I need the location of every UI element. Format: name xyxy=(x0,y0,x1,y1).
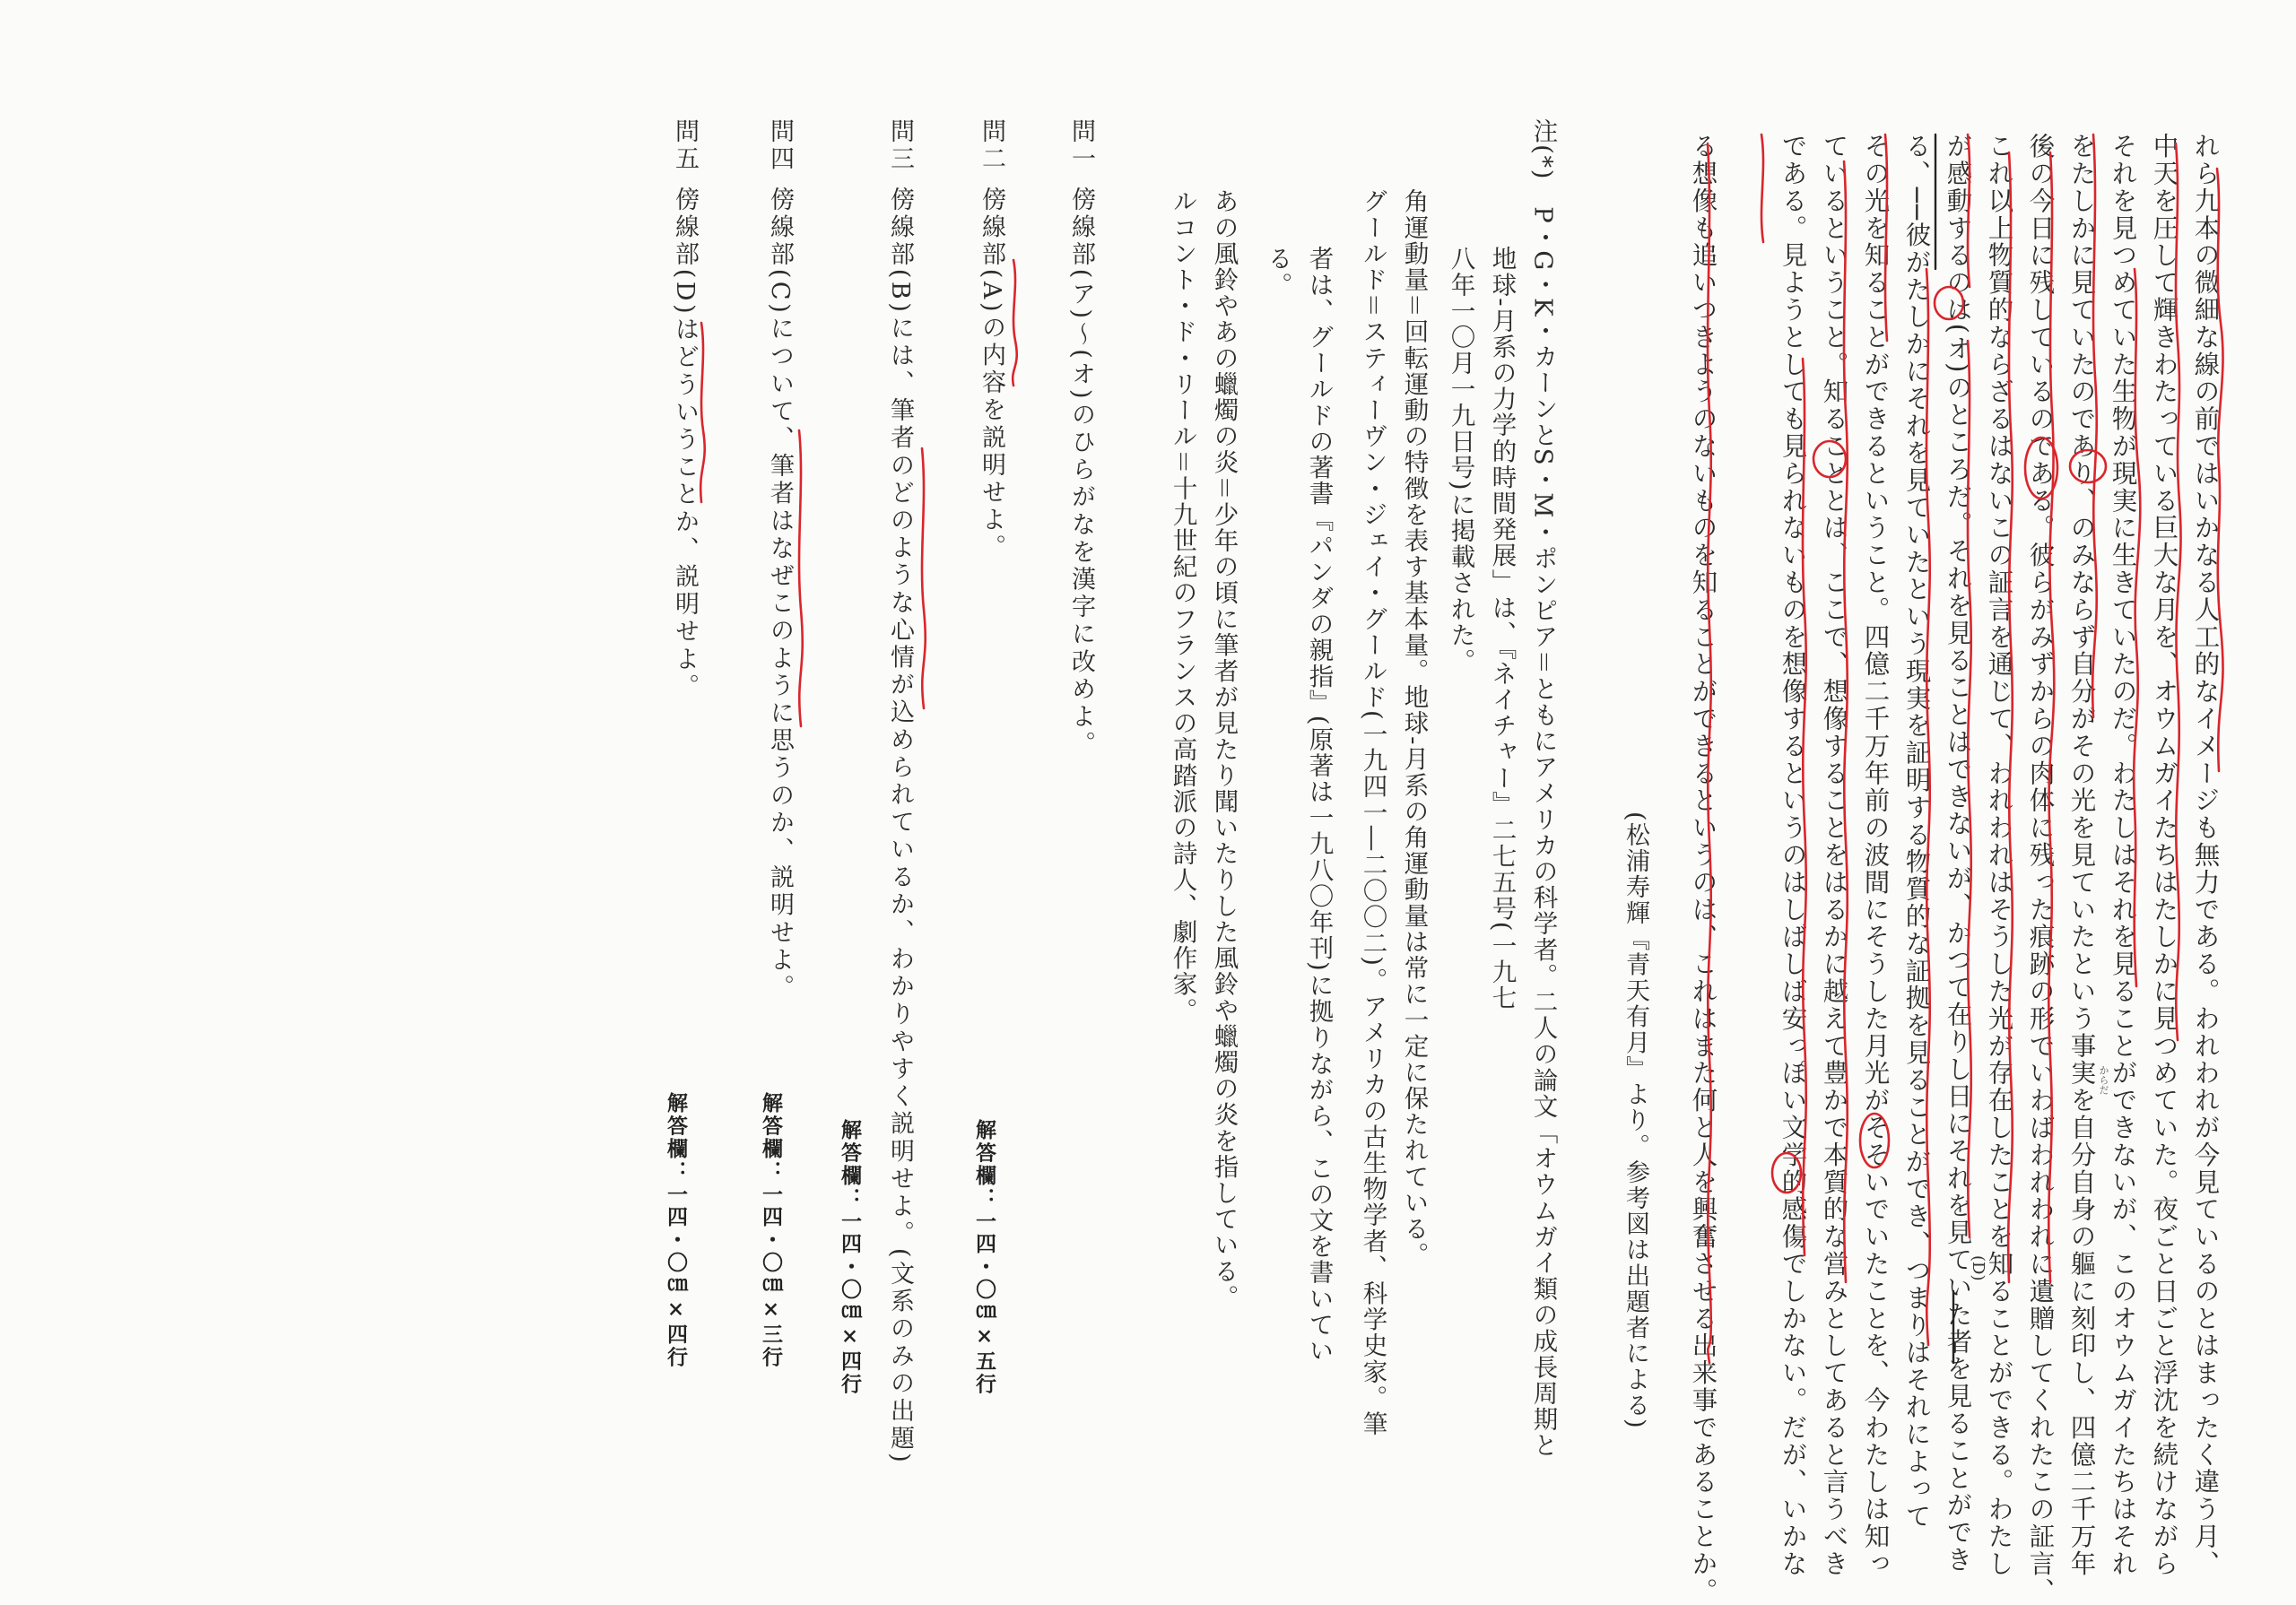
passage-line: れら九本の微細な線の前ではいかなる人工的なイメージも無力である。われわれが今見ているのとはまったく違う月、 xyxy=(2190,133,2221,1578)
question-5-answer-box: 解答欄：一四・〇㎝×四行 xyxy=(664,1092,688,1369)
mark-d: (D) xyxy=(1969,1255,1987,1281)
passage-line: それを見つめていた生物が現実に生きていたのだ。わたしはそれを見ることができないが、このオウムガイたちはそれ xyxy=(2108,133,2138,1578)
ruby-reading: からだ xyxy=(2098,1065,2109,1095)
question-3-text: 傍線部(B)には、筆者のどのような心情が込められているか、わかりやすく説明せよ。(文系のみの出題) xyxy=(886,187,914,1466)
question-2-label: 問二 xyxy=(978,118,1005,174)
note-line: 地球-月系の力学的時間発展」は、『ネイチャー』二七五号(一九七 xyxy=(1487,246,1517,1011)
note-line: 八年一〇月一九日号)に掲載された。 xyxy=(1446,246,1475,674)
source-citation: (松浦寿輝『青天有月』より。参考図は出題者による) xyxy=(1622,811,1649,1430)
note-line: 角運動量＝回転運動の特徴を表す基本量。地球-月系の角運動量は常に一定に保たれている。 xyxy=(1399,188,1429,1268)
question-3-answer-box: 解答欄：一四・〇㎝×四行 xyxy=(838,1119,862,1396)
passage-line: をたしかに見ていたのであり、のみならず自分がその光を見ていたという事実を自分自身の軀に刻印し、四億二千万年 xyxy=(2066,133,2097,1578)
passage-line: 後の今日に残しているのである。彼らがみずからの肉体に残った痕跡の形でいわばわれわれに遺贈してくれたこの証言、 xyxy=(2025,133,2056,1605)
passage-line: る、──彼がたしかにそれを見ていたという現実を証明する物質的な証拠を見ることができ、つまりはそれによって xyxy=(1901,133,1932,1531)
question-5-label: 問五 xyxy=(671,118,699,174)
note-line: グールド＝スティーヴン・ジェイ・グールド(一九四一―二〇〇二)。アメリカの古生物学者、科学史家。筆 xyxy=(1358,188,1387,1437)
question-4-answer-box: 解答欄：一四・〇㎝×三行 xyxy=(759,1092,783,1369)
note-line: る。 xyxy=(1263,246,1292,299)
note-line: ルコント・ド・リール＝十九世紀のフランスの高踏派の詩人、劇作家。 xyxy=(1168,188,1197,1024)
question-3-label: 問三 xyxy=(886,118,914,174)
question-1-label: 問一 xyxy=(1067,118,1095,174)
passage-line: が感動するのは(オ)のところだ。それを見ることはできないが、かつて在りし日にそれを見ていた者を見ることができ xyxy=(1943,133,1973,1574)
question-4-text: 傍線部(C)について、筆者はなぜこのように思うのか、説明せよ。 xyxy=(766,187,794,1002)
question-1-text: 傍線部(ア)〜(オ)のひらがなを漢字に改めよ。 xyxy=(1067,187,1095,759)
passage-line: 中天を圧して輝きわたっている巨大な月を、オウムガイたちはたしかに見つめていた。夜ごと日ごと浮沈を続けながら xyxy=(2149,133,2179,1578)
question-5-text: 傍線部(D)はどういうことか、説明せよ。 xyxy=(671,187,699,701)
passage-line: これ以上物質的ならざるはないこの証言を通じて、われわれはそうした光が存在したことを知ることができる。わたし xyxy=(1984,133,2014,1578)
passage-line: である。見ようとしても見られないものを想像するというのはしばしば安っぽい文学的感傷でしかない。だが、いかな xyxy=(1778,133,1808,1578)
note-line: あの風鈴やあの蠟燭の炎＝少年の頃に筆者が見たり聞いたりした風鈴や蠟燭の炎を指している。 xyxy=(1209,188,1239,1311)
passage-line: ているということ。知ることとは、ここで、想像することをはるかに越えて豊かで本質的な営みとしてあると言うべき xyxy=(1819,133,1849,1578)
passage-line: その光を知ることができるということ。四億二千万年前の波間にそうした月光がそそいでいたことを、今わたしは知っ xyxy=(1860,133,1891,1578)
question-2-text: 傍線部(A)の内容を説明せよ。 xyxy=(978,187,1005,562)
question-4-label: 問四 xyxy=(766,118,794,174)
note-line: 者は、グールドの著書『パンダの親指』(原著は一九八〇年刊)に拠りながら、この文を書いてい xyxy=(1304,246,1334,1364)
passage-line: る想像も追いつきようのないものを知ることができるというのは、これはまた何と人を興奮させる出来事であることか。 xyxy=(1688,133,1718,1605)
question-2-answer-box: 解答欄：一四・〇㎝×五行 xyxy=(972,1119,996,1396)
note-line: 注(*) P・G・K・カーンとS・M・ポンピア＝ともにアメリカの科学者。二人の論文「オウムガイ類の成長周期と xyxy=(1528,118,1558,1459)
